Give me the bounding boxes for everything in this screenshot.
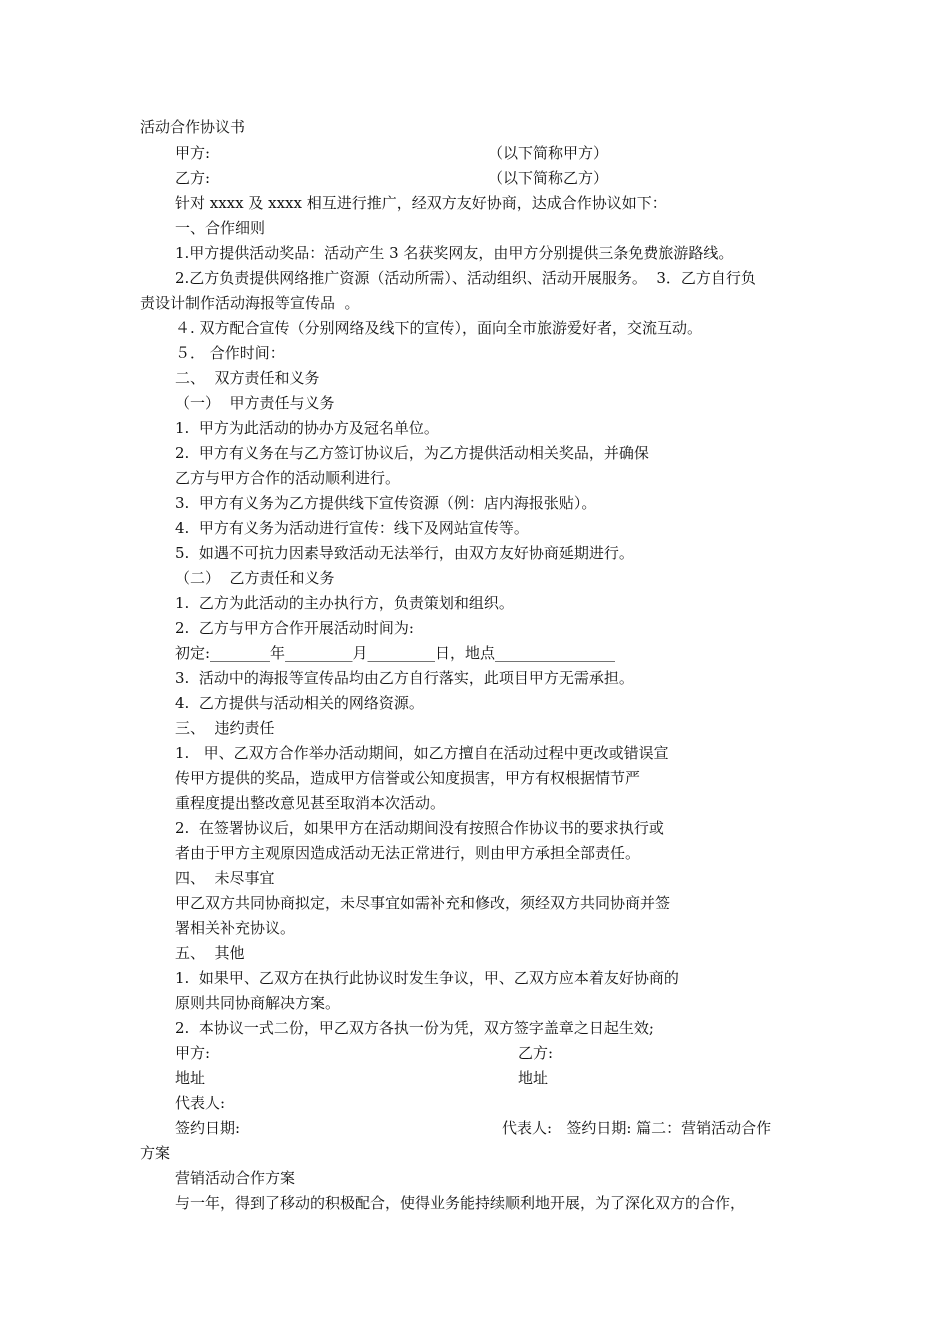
- section-2-b-item-2: 2. 乙方与甲方合作开展活动时间为:: [175, 619, 414, 637]
- section-5-heading: 五、 其他: [175, 944, 245, 962]
- intro-paragraph: 针对 xxxx 及 xxxx 相互进行推广，经双方友好协商，达成合作协议如下：: [175, 194, 667, 212]
- section-3-item-2: 2. 在签署协议后，如果甲方在活动期间没有按照合作协议书的要求执行或: [175, 819, 664, 837]
- signature-party-b: 乙方:: [518, 1044, 554, 1062]
- section-2-a-item-2-wrap: 乙方与甲方合作的活动顺利进行。: [175, 469, 401, 487]
- section-3-item-1-wrap-1: 传甲方提供的奖品，造成甲方信誉或公知度损害，甲方有权根据情节严: [175, 769, 641, 787]
- tail-wrap: 方案: [140, 1144, 171, 1162]
- section-3-item-1-wrap-2: 重程度提出整改意见甚至取消本次活动。: [175, 794, 446, 812]
- section-2-a-item-2: 2. 甲方有义务在与乙方签订协议后，为乙方提供活动相关奖品，并确保: [175, 444, 649, 462]
- section-5-item-2: 2. 本协议一式二份，甲乙双方各执一份为凭，双方签字盖章之日起生效;: [175, 1019, 654, 1037]
- section-5-item-1-wrap: 原则共同协商解决方案。: [175, 994, 341, 1012]
- section-3-item-1: 1. 甲、乙双方合作举办活动期间，如乙方擅自在活动过程中更改或错误宣: [175, 744, 669, 762]
- party-b-note: （以下简称乙方）: [488, 169, 609, 187]
- section-1-item-2-wrap: 责设计制作活动海报等宣传品 。: [140, 294, 360, 312]
- section-2-heading: 二、 双方责任和义务: [175, 369, 320, 387]
- section-3-heading: 三、 违约责任: [175, 719, 275, 737]
- next-document-paragraph: 与一年，得到了移动的积极配合，使得业务能持续顺利地开展，为了深化双方的合作，: [175, 1194, 746, 1212]
- document-title: 活动合作协议书: [140, 118, 246, 136]
- signing-date-party-a: 签约日期:: [175, 1119, 241, 1137]
- section-2-sub-2: （二） 乙方责任和义务: [175, 569, 335, 587]
- section-4-paragraph-wrap: 署相关补充协议。: [175, 919, 296, 937]
- party-b-label: 乙方:: [175, 169, 211, 187]
- section-2-sub-1: （一） 甲方责任与义务: [175, 394, 335, 412]
- section-1-item-4: ４. 双方配合宣传（分别网络及线下的宣传），面向全市旅游爱好者，交流互动。: [175, 319, 703, 337]
- address-party-b: 地址: [518, 1069, 549, 1087]
- section-1-item-2: 2.乙方负责提供网络推广资源（活动所需）、活动组织、活动开展服务。 3．乙方自行负: [175, 269, 756, 287]
- representative-and-date-party-b: 代表人: 签约日期: 篇二：营销活动合作: [502, 1119, 772, 1137]
- section-2-b-item-4: 4. 乙方提供与活动相关的网络资源。: [175, 694, 424, 712]
- section-2-a-item-3: 3. 甲方有义务为乙方提供线下宣传资源（例：店内海报张贴）。: [175, 494, 597, 512]
- section-4-heading: 四、 未尽事宜: [175, 869, 275, 887]
- section-3-item-2-wrap: 者由于甲方主观原因造成活动无法正常进行，则由甲方承担全部责任。: [175, 844, 641, 862]
- section-2-a-item-1: 1. 甲方为此活动的协办方及冠名单位。: [175, 419, 439, 437]
- section-2-a-item-5: 5. 如遇不可抗力因素导致活动无法举行，由双方友好协商延期进行。: [175, 544, 634, 562]
- party-a-label: 甲方:: [175, 144, 211, 162]
- section-1-heading: 一、合作细则: [175, 219, 266, 237]
- section-2-a-item-4: 4. 甲方有义务为活动进行宣传：线下及网站宣传等。: [175, 519, 529, 537]
- next-document-title: 营销活动合作方案: [175, 1169, 296, 1187]
- section-2-b-item-1: 1. 乙方为此活动的主办执行方，负责策划和组织。: [175, 594, 514, 612]
- party-a-note: （以下简称甲方）: [488, 144, 609, 162]
- section-2-b-date-line: 初定:________年_________月_________日，地点________________: [175, 644, 616, 662]
- section-1-item-1: 1.甲方提供活动奖品：活动产生 3 名获奖网友，由甲方分别提供三条免费旅游路线。: [175, 244, 734, 262]
- section-5-item-1: 1. 如果甲、乙双方在执行此协议时发生争议，甲、乙双方应本着友好协商的: [175, 969, 679, 987]
- representative-party-a: 代表人:: [175, 1094, 226, 1112]
- signature-party-a: 甲方:: [175, 1044, 211, 1062]
- section-2-b-item-3: 3. 活动中的海报等宣传品均由乙方自行落实，此项目甲方无需承担。: [175, 669, 634, 687]
- section-4-paragraph: 甲乙双方共同协商拟定，未尽事宜如需补充和修改，须经双方共同协商并签: [175, 894, 671, 912]
- section-1-item-5: ５． 合作时间：: [175, 344, 285, 362]
- address-party-a: 地址: [175, 1069, 206, 1087]
